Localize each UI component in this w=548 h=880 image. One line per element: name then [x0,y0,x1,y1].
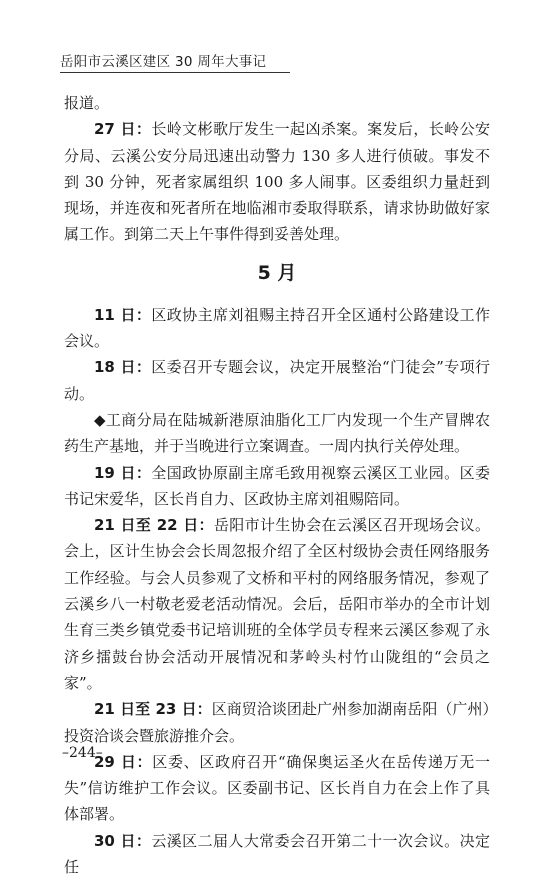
entry-date: 27 日： [94,120,152,139]
entry-may-29 [64,749,490,828]
entry-may-21-22 [64,512,490,696]
running-header: 岳阳市云溪区建区 30 周年大事记 [60,54,267,70]
entry-text: 区委、区政府召开“确保奥运圣火在岳传递万无一失”信访维护工作会议。区委副书记、区长肖自力在会上作了具体部署。 [64,752,490,824]
entry-text: 区委召开专题会议，决定开展整治“门徒会”专项行动。 [64,358,490,403]
bullet-diamond-icon: ◆ [94,410,106,429]
page-number: –244– [62,745,103,761]
entry-date: 29 日： [94,752,153,771]
entry-text: 区政协主席刘祖赐主持召开全区通村公路建设工作会议。 [64,305,490,351]
header-rule [60,72,290,73]
section-title-may: 5 月 [257,261,297,284]
entry-text: 云溪区二届人大常委会召开第二十一次会议。决定任 [64,831,490,877]
entry-may-18-bullet [64,407,490,460]
continuation-text: 报道。 [64,94,110,112]
entry-may-18 [64,354,490,407]
page-body [64,90,490,880]
entry-text: 岳阳市计生协会在云溪区召开现场会议。会上，区计生协会会长周忽报介绍了全区村级协会责任网络服务工作经验。与会人员参观了文桥和平村的网络服务情况，参观了云溪乡八一村敬老爱老活动情况。会后，岳阳市举办的全市计划生育三类乡镇党委书记培训班的全体学员专程来云溪区参观了永济乡擂鼓台协会活动开展情况和茅岭头村竹山陇组的“会员之家”。 [64,516,490,692]
entry-text: 工商分局在陆城新港原油脂化工厂内发现一个生产冒牌农药生产基地，并于当晚进行立案调查。一周内执行关停处理。 [64,410,490,456]
entry-date: 21 日至 23 日： [94,700,212,719]
entry-april-27 [64,116,490,247]
entry-text: 全国政协原副主席毛致用视察云溪区工业园。区委书记宋爱华，区长肖自力、区政协主席刘祖赐陪同。 [64,463,490,508]
entry-may-30 [64,828,490,880]
entry-date: 11 日： [94,305,152,324]
entry-text: 长岭文彬歌厅发生一起凶杀案。案发后，长岭公安分局、云溪公安分局迅速出动警力 130 多人进行侦破。事发不到 30 分钟，死者家属组织 100 多人闹事。区委组织力量赶到现场，并连夜和死者所在地临湘市委取得联系，请求协助做好家属工作。到第二天上午事件得到妥善处理。 [64,120,490,244]
entry-date: 21 日至 22 日： [94,516,214,535]
entry-text: 区商贸洽谈团赴广州参加湖南岳阳（广州）投资洽谈会暨旅游推介会。 [64,700,490,745]
entry-date: 30 日： [94,831,152,850]
entry-may-11 [64,302,490,355]
entry-date: 18 日： [94,358,152,377]
entry-may-19 [64,460,490,513]
entry-may-21-23 [64,696,490,749]
entry-date: 19 日： [94,463,152,482]
